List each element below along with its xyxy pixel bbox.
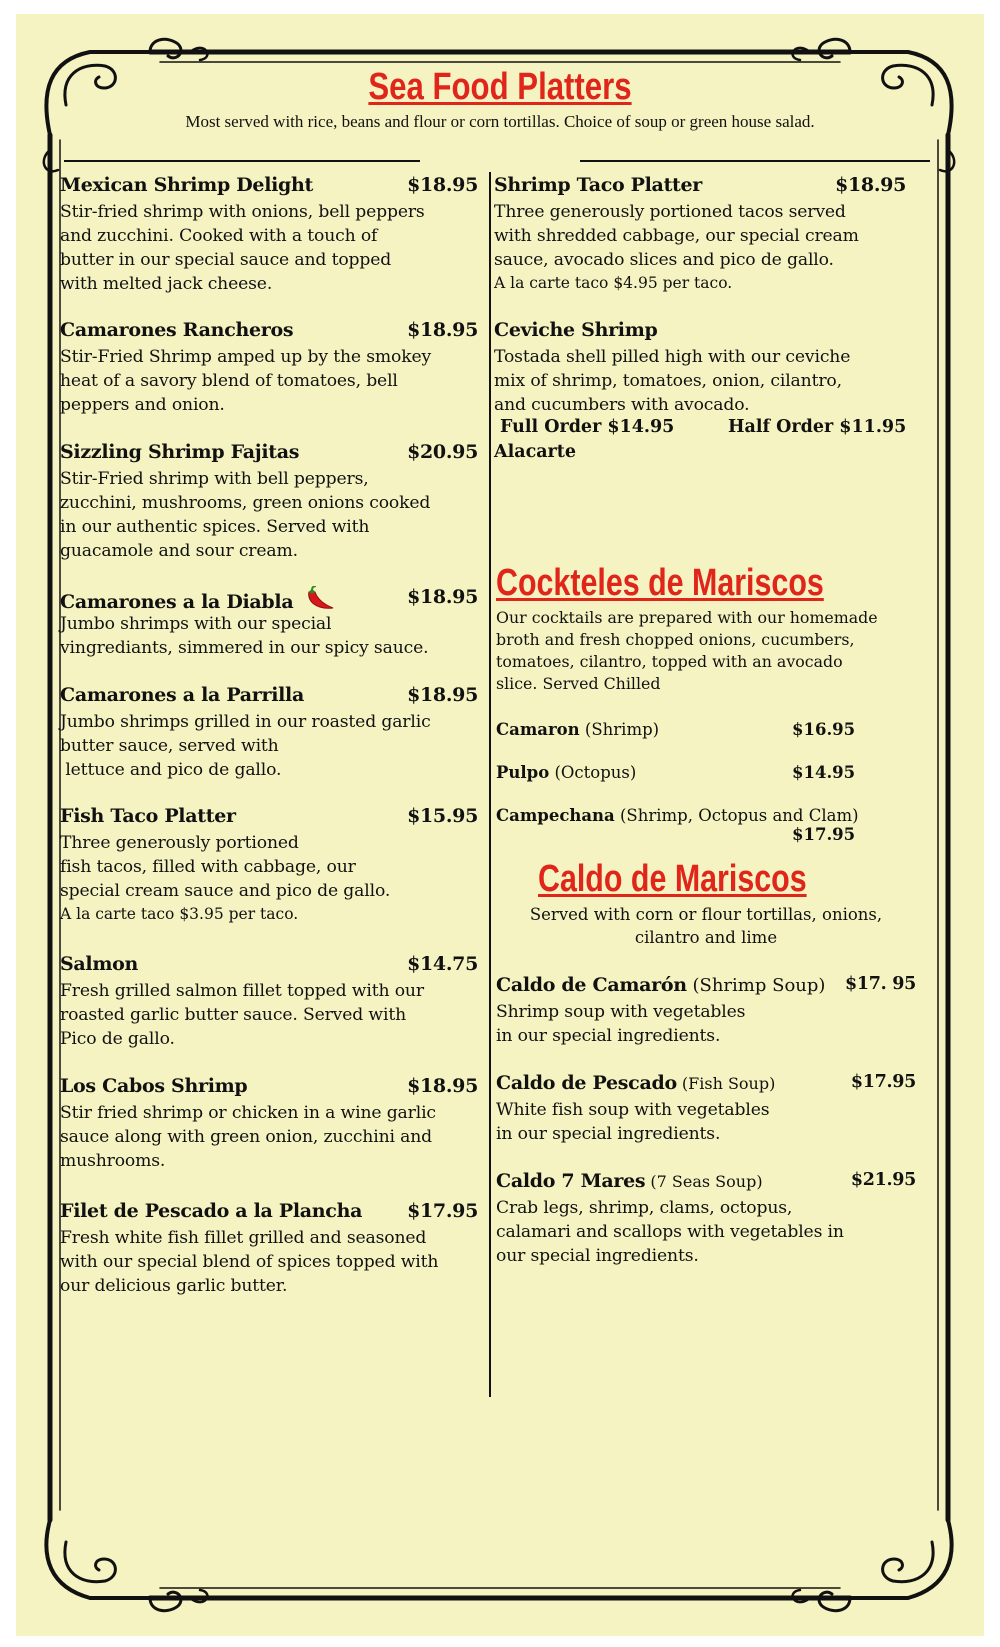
page-subtitle: Most served with rice, beans and flour or corn tortillas. Choice of soup or green house salad. <box>185 112 815 131</box>
cocteles-title: Cockteles de Mariscos <box>496 562 824 604</box>
item-description: Shrimp soup with vegetables in our special ingredients. <box>496 1002 746 1046</box>
item-price: $18.95 <box>407 586 478 608</box>
menu-item <box>60 1200 478 1298</box>
menu-item <box>60 319 478 417</box>
menu-item <box>60 684 478 782</box>
header-rule-left <box>64 160 420 162</box>
cocktel-item <box>496 720 916 739</box>
header-rule-right <box>580 160 930 162</box>
alacarte-label: Alacarte <box>494 442 576 462</box>
item-name: Ceviche Shrimp <box>494 319 658 341</box>
item-name: Shrimp Taco Platter <box>494 174 703 196</box>
item-name: Fish Taco Platter <box>60 805 236 827</box>
item-price: $18.95 <box>407 1075 478 1097</box>
item-name: Sizzling Shrimp Fajitas <box>60 441 300 463</box>
item-price: $18.95 <box>407 319 478 341</box>
menu-item <box>60 586 478 660</box>
item-description: Jumbo shrimps grilled in our roasted garlic butter sauce, served with lettuce and pico de gallo. <box>60 712 431 780</box>
caldo-item <box>496 974 916 1048</box>
item-description: Stir fried shrimp or chicken in a wine garlic sauce along with green onion, zucchini and mushrooms. <box>60 1103 436 1171</box>
item-name: Salmon <box>60 953 139 975</box>
item-description: Three generously portioned tacos served with shredded cabbage, our special cream sauce, avocado slices and pico de gallo. <box>494 202 859 270</box>
menu-item <box>60 1075 478 1173</box>
caldos-subtitle: Served with corn or flour tortillas, onions, cilantro and lime <box>529 905 883 947</box>
item-price: $17.95 <box>850 1072 916 1092</box>
menu-item <box>60 953 478 1051</box>
item-description: Crab legs, shrimp, clams, octopus, calamari and scallops with vegetables in our special ingredients. <box>496 1198 844 1266</box>
full-order-price: Full Order $14.95 <box>500 417 675 437</box>
menu-item <box>60 441 478 563</box>
item-description: Fresh white fish fillet grilled and seasoned with our special blend of spices topped with our delicious garlic butter. <box>60 1228 439 1296</box>
item-note: A la carte taco $4.95 per taco. <box>494 274 733 292</box>
item-name: Los Cabos Shrimp <box>60 1075 248 1097</box>
page-title: Sea Food Platters <box>368 66 632 108</box>
item-price: $17.95 <box>792 825 856 844</box>
item-price: $18.95 <box>407 174 478 196</box>
item-description: Tostada shell pilled high with our ceviche mix of shrimp, tomatoes, onion, cilantro, and cucumbers with avocado. <box>494 347 851 415</box>
caldo-item <box>496 1170 916 1268</box>
ceviche-orders <box>494 417 914 442</box>
menu-item <box>60 805 478 925</box>
item-subtitle: (Shrimp, Octopus and Clam) <box>614 806 859 825</box>
cocktel-item <box>496 806 916 847</box>
item-price: $15.95 <box>407 805 478 827</box>
item-name: Camarones a la Diabla <box>60 591 294 613</box>
item-price: $14.95 <box>792 763 856 782</box>
item-name: Camarones a la Parrilla <box>60 684 304 706</box>
item-description: Stir-Fried shrimp with bell peppers, zucchini, mushrooms, green onions cooked in our authentic spices. Served with guacamole and sour cream. <box>60 469 431 561</box>
chili-pepper-icon <box>303 586 337 612</box>
item-description: Stir-fried shrimp with onions, bell peppers and zucchini. Cooked with a touch of butter in our special sauce and topped with melted jack cheese. <box>60 202 425 294</box>
item-price: $16.95 <box>792 720 856 739</box>
item-description: Fresh grilled salmon fillet topped with our roasted garlic butter sauce. Served with Pico de gallo. <box>60 981 424 1049</box>
menu-item <box>494 174 914 294</box>
item-name: Caldo 7 Mares <box>496 1170 646 1192</box>
half-order-price: Half Order $11.95 <box>728 417 907 437</box>
item-subtitle: (Shrimp Soup) <box>686 975 826 996</box>
menu-item <box>60 174 478 296</box>
column-divider <box>489 172 491 1397</box>
item-name: Caldo de Pescado <box>496 1072 677 1094</box>
cocteles-description: Our cocktails are prepared with our homemade broth and fresh chopped onions, cucumbers, tomatoes, cilantro, topped with an avocado slice. Served Chilled <box>496 608 878 693</box>
item-price: $17.95 <box>407 1200 478 1222</box>
item-description: Three generously portioned fish tacos, filled with cabbage, our special cream sauce and pico de gallo. <box>60 833 391 901</box>
item-subtitle: (Octopus) <box>549 763 637 782</box>
item-price: $17. 95 <box>845 974 916 994</box>
item-subtitle: (7 Seas Soup) <box>645 1172 763 1191</box>
caldo-item <box>496 1072 916 1146</box>
item-subtitle: (Fish Soup) <box>676 1074 776 1093</box>
item-price: $14.75 <box>407 953 478 975</box>
item-subtitle: (Shrimp) <box>579 720 660 739</box>
item-description: Jumbo shrimps with our special vingrediants, simmered in our spicy sauce. <box>60 614 429 658</box>
item-price: $20.95 <box>407 441 478 463</box>
cocktel-item <box>496 763 916 782</box>
item-price: $18.95 <box>407 684 478 706</box>
item-name: Caldo de Camarón <box>496 974 687 996</box>
item-name: Pulpo <box>496 763 550 782</box>
item-note: A la carte taco $3.95 per taco. <box>60 905 299 923</box>
item-name: Camaron <box>496 720 580 739</box>
item-name: Mexican Shrimp Delight <box>60 174 314 196</box>
menu-item <box>494 319 914 462</box>
item-description: Stir-Fried Shrimp amped up by the smokey heat of a savory blend of tomatoes, bell peppers and onion. <box>60 347 432 415</box>
item-name: Camarones Rancheros <box>60 319 294 341</box>
item-name: Filet de Pescado a la Plancha <box>60 1200 363 1222</box>
item-price: $18.95 <box>835 174 906 196</box>
item-name: Campechana <box>496 806 615 825</box>
item-price: $21.95 <box>850 1170 916 1190</box>
item-description: White fish soup with vegetables in our special ingredients. <box>496 1100 770 1144</box>
caldos-title: Caldo de Mariscos <box>538 858 807 900</box>
